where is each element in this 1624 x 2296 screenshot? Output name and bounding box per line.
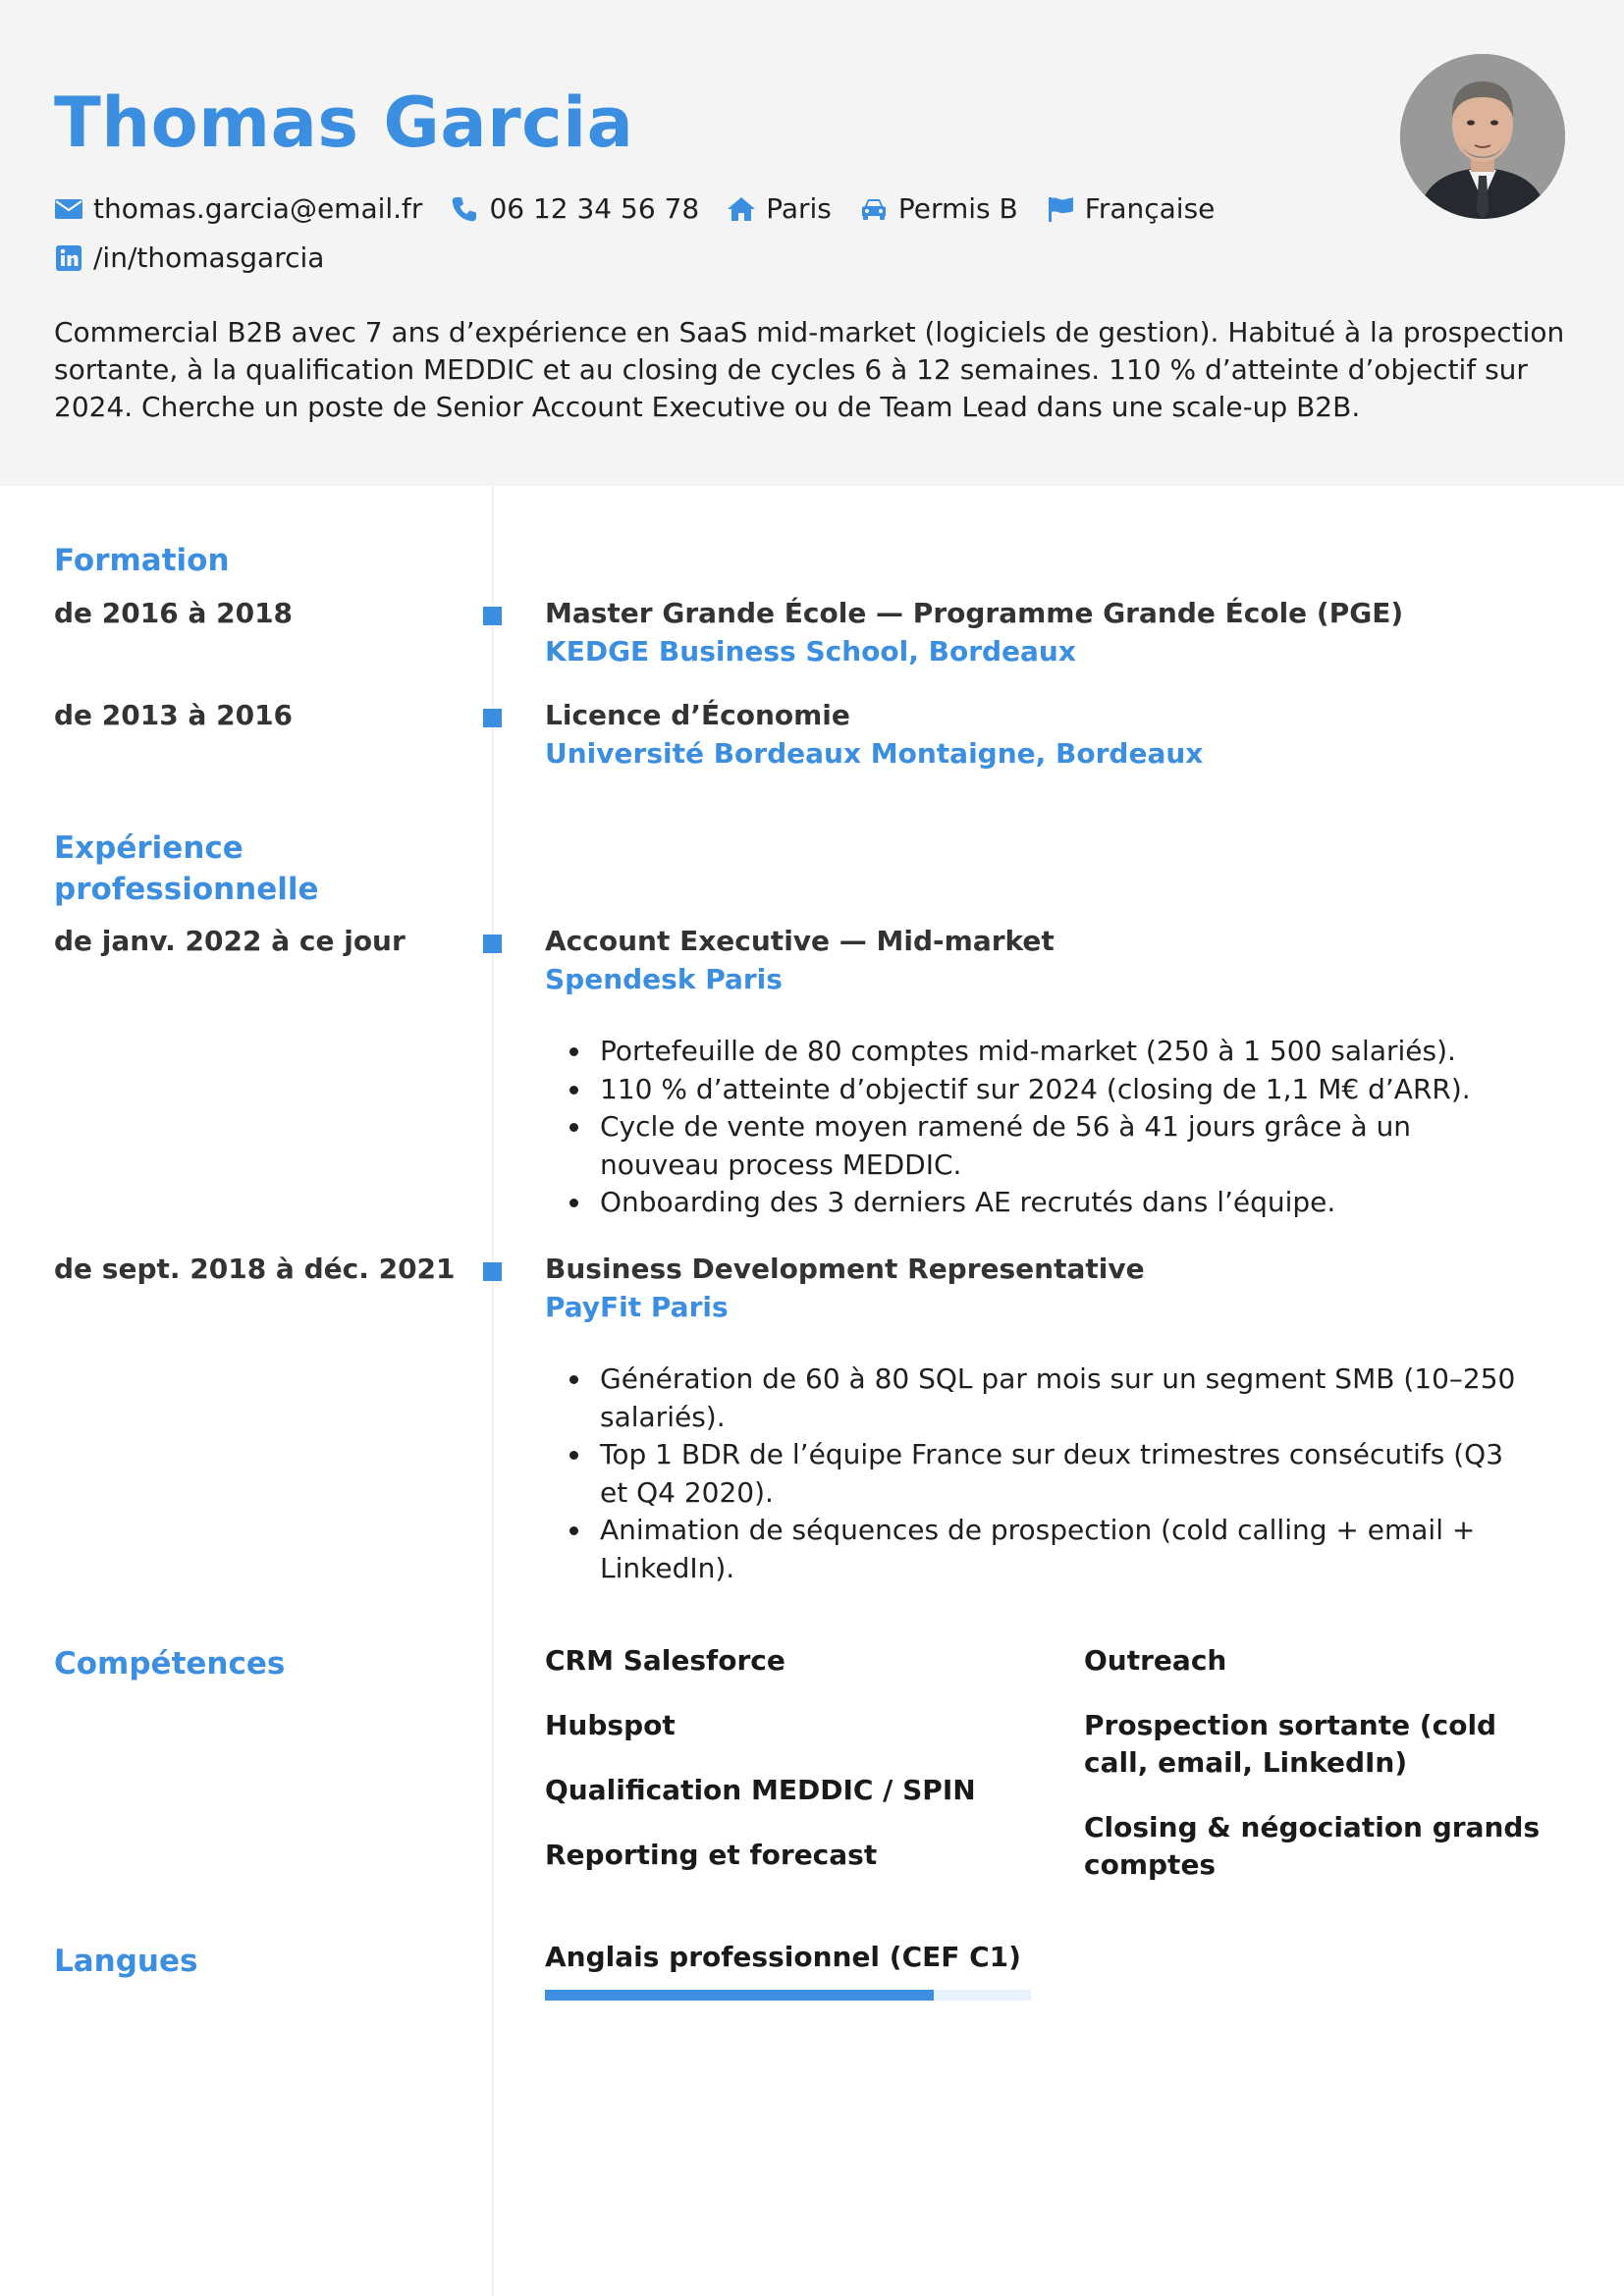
linkedin-icon — [54, 244, 83, 272]
section-title-skills: Compétences — [54, 1646, 286, 1682]
skill-item: Closing & négociation grands comptes — [1084, 1811, 1541, 1881]
skill-item: Reporting et forecast — [545, 1839, 878, 1871]
person-name: Thomas Garcia — [54, 82, 634, 163]
city-text: Paris — [766, 192, 832, 225]
entry-title: Business Development Representative — [545, 1253, 1145, 1285]
achievement-list — [545, 1361, 1527, 1587]
entry-title: Account Executive — Mid-market — [545, 925, 1055, 957]
entry-date: de sept. 2018 à déc. 2021 — [54, 1253, 456, 1285]
nationality-text: Française — [1084, 192, 1216, 225]
entry-title: Master Grande École — Programme Grande École (PGE) — [545, 597, 1404, 629]
list-item: Onboarding des 3 derniers AE recrutés dans l’équipe. — [545, 1184, 1527, 1222]
phone-text: 06 12 34 56 78 — [489, 192, 700, 225]
contact-email[interactable] — [54, 192, 422, 225]
flag-icon — [1046, 195, 1075, 223]
skill-item: Hubspot — [545, 1709, 676, 1741]
contact-license — [859, 192, 1018, 225]
timeline-marker — [483, 709, 502, 727]
list-item: Cycle de vente moyen ramené de 56 à 41 jours grâce à un nouveau process MEDDIC. — [545, 1108, 1527, 1184]
phone-icon — [450, 195, 479, 223]
linkedin-text: /in/thomasgarcia — [93, 241, 325, 274]
list-item: Portefeuille de 80 comptes mid-market (250 à 1 500 salariés). — [545, 1033, 1527, 1071]
envelope-icon — [54, 195, 83, 223]
entry-school: KEDGE Business School, Bordeaux — [545, 635, 1076, 667]
list-item: Top 1 BDR de l’équipe France sur deux trimestres consécutifs (Q3 et Q4 2020). — [545, 1436, 1527, 1512]
skill-item: Prospection sortante (cold call, email, LinkedIn) — [1084, 1709, 1497, 1779]
email-text: thomas.garcia@email.fr — [93, 192, 423, 225]
home-icon — [727, 195, 756, 223]
contact-line-2 — [54, 236, 1330, 280]
achievement-list — [545, 1033, 1527, 1222]
contact-city — [727, 192, 832, 225]
language-label: Anglais professionnel (CEF C1) — [545, 1941, 1021, 1973]
skill-item: CRM Salesforce — [545, 1644, 785, 1677]
license-text: Permis B — [897, 192, 1018, 225]
entry-school: Université Bordeaux Montaigne, Bordeaux — [545, 737, 1204, 770]
entry-title: Licence d’Économie — [545, 699, 850, 731]
profile-photo-image — [1400, 54, 1565, 219]
section-title-languages: Langues — [54, 1944, 198, 1979]
entry-company: PayFit Paris — [545, 1291, 729, 1323]
contact-linkedin[interactable] — [54, 241, 324, 274]
contact-line-1 — [54, 187, 1330, 231]
entry-date: de 2016 à 2018 — [54, 597, 294, 629]
language-level-fill — [545, 1990, 934, 2001]
section-title-formation: Formation — [54, 543, 230, 578]
timeline-marker — [483, 1262, 502, 1281]
car-icon — [859, 195, 889, 223]
entry-company: Spendesk Paris — [545, 963, 783, 995]
profile-summary: Commercial B2B avec 7 ans d’expérience en SaaS mid-market (logiciels de gestion). Habitué à la prospection sortante, à la qualification MEDDIC et au closing de cycles 6 à 12 semaines. 110 % d’atteinte d’objectif sur 2024. Cherche un poste de Senior Account Executive ou de Team Lead dans une scale-up B2B. — [54, 316, 1565, 423]
entry-date: de janv. 2022 à ce jour — [54, 925, 406, 957]
entry-date: de 2013 à 2016 — [54, 699, 294, 731]
contact-info — [54, 187, 1330, 285]
list-item: Génération de 60 à 80 SQL par mois sur un segment SMB (10–250 salariés). — [545, 1361, 1527, 1436]
section-title-experience: Expérience professionnelle — [54, 830, 319, 907]
timeline-divider — [492, 486, 494, 2296]
list-item: Animation de séquences de prospection (cold calling + email + LinkedIn). — [545, 1512, 1527, 1587]
contact-nationality — [1046, 192, 1216, 225]
profile-photo — [1400, 54, 1565, 219]
skill-item: Outreach — [1084, 1644, 1227, 1677]
list-item: 110 % d’atteinte d’objectif sur 2024 (closing de 1,1 M€ d’ARR). — [545, 1071, 1527, 1109]
contact-phone[interactable] — [450, 192, 699, 225]
timeline-marker — [483, 934, 502, 953]
timeline-marker — [483, 607, 502, 625]
language-level-bar — [545, 1990, 1031, 2001]
skill-item: Qualification MEDDIC / SPIN — [545, 1774, 976, 1806]
header — [0, 0, 1624, 486]
